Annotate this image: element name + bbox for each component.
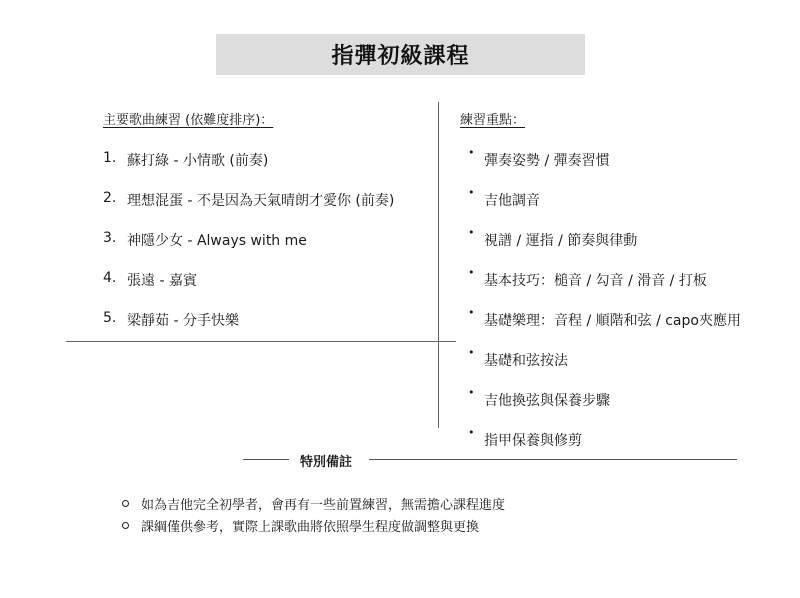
song-item — [103, 270, 394, 310]
bullet-icon: • — [468, 226, 475, 239]
notes-rule-right — [369, 459, 737, 460]
focus-item — [466, 306, 741, 350]
song-number: 5. — [103, 310, 117, 326]
song-title: 神隱少女 - Always with me — [127, 233, 307, 249]
song-title: 理想混蛋 - 不是因為天氣晴朗才愛你 (前奏) — [127, 193, 395, 209]
notes-list — [120, 492, 505, 536]
focus-item — [466, 186, 741, 230]
circle-bullet-icon — [122, 500, 129, 507]
title-banner — [216, 34, 585, 75]
bullet-icon: • — [468, 186, 475, 199]
focus-text: 視譜 / 運指 / 節奏與律動 — [484, 233, 638, 249]
song-item — [103, 190, 394, 230]
focus-text: 基礎樂理：音程 / 順階和弦 / capo夾應用 — [484, 313, 741, 329]
focus-item — [466, 146, 741, 190]
notes-title: 特別備註 — [300, 455, 353, 470]
song-number: 3. — [103, 230, 117, 246]
focus-heading: 練習重點： — [460, 113, 526, 128]
focus-item — [466, 226, 741, 270]
song-list — [103, 150, 394, 350]
note-text: 如為吉他完全初學者，會再有一些前置練習，無需擔心課程進度 — [141, 497, 506, 513]
focus-list — [466, 146, 741, 470]
focus-text: 吉他調音 — [484, 193, 540, 209]
bullet-icon: • — [468, 266, 475, 279]
song-title: 梁靜茹 - 分手快樂 — [127, 313, 239, 329]
focus-item — [466, 346, 741, 390]
notes-rule-left — [243, 459, 289, 460]
focus-text: 指甲保養與修剪 — [484, 433, 582, 449]
note-text: 課綱僅供參考，實際上課歌曲將依照學生程度做調整與更換 — [141, 519, 480, 535]
bullet-icon: • — [468, 346, 475, 359]
vertical-divider — [438, 102, 439, 428]
song-item — [103, 310, 394, 350]
song-number: 1. — [103, 150, 117, 166]
song-title: 蘇打綠 - 小情歌 (前奏) — [127, 153, 269, 169]
songs-heading: 主要歌曲練習 (依難度排序)： — [103, 113, 274, 128]
note-item — [120, 492, 505, 514]
circle-bullet-icon — [122, 522, 129, 529]
horizontal-divider — [66, 341, 456, 342]
focus-text: 吉他換弦與保養步驟 — [484, 393, 610, 409]
bullet-icon: • — [468, 426, 475, 439]
focus-text: 基本技巧：槌音 / 勾音 / 滑音 / 打板 — [484, 273, 707, 289]
bullet-icon: • — [468, 146, 475, 159]
song-item — [103, 230, 394, 270]
focus-item — [466, 426, 741, 470]
song-number: 2. — [103, 190, 117, 206]
bullet-icon: • — [468, 306, 475, 319]
song-title: 張遠 - 嘉賓 — [127, 273, 197, 289]
bullet-icon: • — [468, 386, 475, 399]
focus-text: 基礎和弦按法 — [484, 353, 568, 369]
focus-item — [466, 266, 741, 310]
page-title: 指彈初級課程 — [331, 44, 470, 69]
focus-item — [466, 386, 741, 430]
song-number: 4. — [103, 270, 117, 286]
note-item — [120, 514, 505, 536]
focus-text: 彈奏姿勢 / 彈奏習慣 — [484, 153, 610, 169]
song-item — [103, 150, 394, 190]
